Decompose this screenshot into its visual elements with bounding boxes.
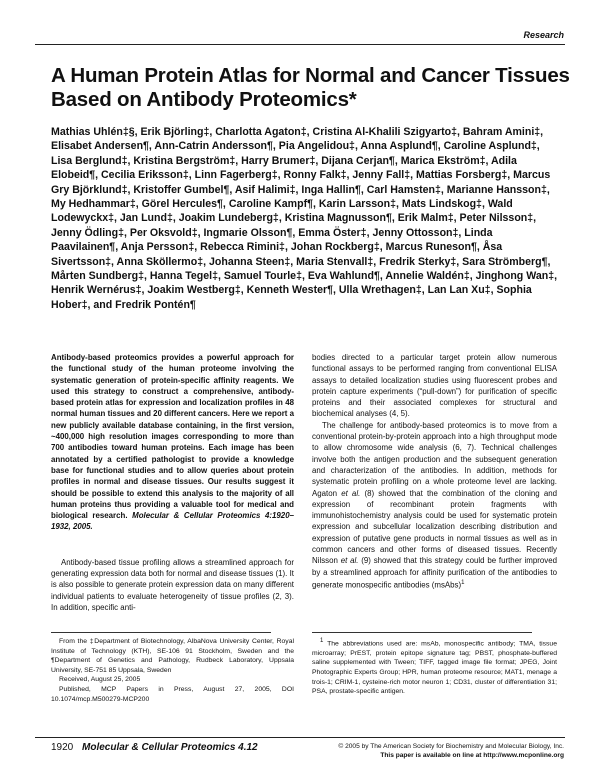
abstract bbox=[51, 352, 294, 533]
abbreviations-footnote: $^1$ The abbreviations used are: msAb, monospecific antibody; TMA, tissue microarray; PrEST, protein epitope signature tag; PBST, phosphate-buffered saline supplemented with Tween; TIFF, tagged image file format; JPEG, Joint Photographic Experts Group; HPR, human proteome resource; MAT1, menage a trois-1; CRIM-1, cysteine-rich motor neuron 1; CD31, cluster of differentiation 31; PSA, prostate-specific antigen. bbox=[312, 638, 557, 696]
copyright-block bbox=[338, 742, 564, 760]
section-label: Research bbox=[523, 30, 564, 40]
footnote-rule-right bbox=[312, 632, 532, 633]
left-column bbox=[51, 352, 294, 613]
footnote-rule-left bbox=[51, 632, 271, 633]
journal-name: Molecular & Cellular Proteomics 4.12 bbox=[82, 742, 258, 753]
header-rule bbox=[35, 44, 565, 45]
author-list: Mathias Uhlén‡§, Erik Björling‡, Charlotta Agaton‡, Cristina Al-Khalili Szigyarto‡, Bahram Amini‡, Elisabet Andersen¶, Ann-Catrin Andersson¶, Pia Angelidou‡, Anna Asplund¶, Caroline Asplund‡, Lisa Berglund‡, Kristina Bergström‡, Harry Brumer‡, Dijana Cerjan¶, Marica Ekström‡, Adila Elobeid¶, Cecilia Eriksson‡, Linn Fagerberg‡, Ronny Falk‡, Jenny Fall‡, Mattias Forsberg‡, Marcus Gry Björklund‡, Kristoffer Gumbel¶, Asif Halimi‡, Inga Hallin¶, Carl Hamsten‡, Marianne Hansson‡, My Hedhammar‡, Görel Hercules¶, Caroline Kampf¶, Karin Larsson‡, Mats Lindskog‡, Wald Lodewyckx‡, Jan Lund‡, Joakim Lundeberg‡, Kristina Magnusson¶, Erik Malm‡, Peter Nilsson‡, Jenny Ödling‡, Per Oksvold‡, Ingmarie Olsson¶, Emma Öster‡, Jenny Ottosson‡, Linda Paavilainen¶, Anja Persson‡, Rebecca Rimini‡, Johan Rockberg‡, Marcus Runeson¶, Åsa Sivertsson‡, Anna Sköllermo‡, Johanna Steen‡, Maria Stenvall‡, Fredrik Sterky‡, Sara Strömberg¶, Mårten Sundberg‡, Hanna Tegel‡, Samuel Tourle‡, Eva Wahlund¶, Annelie Waldén‡, Jinghong Wan‡, Henrik Wernérus‡, Joakim Westberg‡, Kenneth Wester¶, Ulla Wrethagen‡, Lan Lan Xu‡, Sophia Hober‡, and Fredrik Pontén¶ bbox=[51, 126, 558, 311]
intro-paragraph: Antibody-based tissue profiling allows a streamlined approach for generating expression data both for normal and disease tissues (1). It is also possible to generate protein expression data on many different individual patients to evaluate heterogeneity of tissue profiles (2, 3). In addition, specific anti- bbox=[51, 557, 294, 612]
footnote-ref: 1 bbox=[461, 579, 465, 586]
right-column bbox=[312, 352, 557, 591]
abstract-text: Antibody-based proteomics provides a powerful approach for the functional study of the human proteome involving the systematic generation of protein-specific affinity reagents. We used this strategy to construct a comprehensive, antibody-based protein atlas for expression and localization profiles in 48 normal human tissues and 20 different cancers. Here we report a new publicly available database containing, in the first version, ~400,000 high resolution images corresponding to more than 700 antibodies toward human proteins. Each image has been annotated by a certified pathologist to provide a knowledge base for functional studies and to allow queries about protein profiles in normal and disease tissues. Our results suggest it should be possible to extend this analysis to the majority of all human proteins thus providing a valuable tool for medical and biological research. bbox=[51, 353, 294, 521]
body-paragraph-2: The challenge for antibody-based proteomics is to move from a conventional protein-by-protein approach into a high throughput mode to allow chromosome wide analysis (6, 7). Technical challenges involve both the antigen production and the subsequent generation and characterization of the antibodies. In addition, methods for systematic protein profiling on a whole proteome level are lacking. Agaton et al. (8) showed that the combination of the cloning and expression of recombinant protein fragments with immunohistochemistry analysis could be used for systematic protein expression and subcellular localization describing distribution and expression of putative gene products in normal tissues as well as in common cancers and other forms of diseased tissues. Recently Nilsson et al. (9) showed that this strategy could be further improved by a streamlined approach for affinity purification of the antibodies to generate monospecific antibodies (msAbs)$^1$ bbox=[312, 420, 558, 590]
online-notice: This paper is available on line at http://www.mcponline.org bbox=[380, 752, 564, 759]
page-number: 1920 bbox=[51, 742, 74, 753]
citation: Molecular & Cellular Proteomics 4:1920–1932, 2005. bbox=[51, 511, 294, 532]
footer-rule bbox=[35, 737, 565, 738]
article-title: A Human Protein Atlas for Normal and Cancer Tissues Based on Antibody Proteomics* bbox=[51, 64, 570, 111]
copyright: © 2005 by The American Society for Biochemistry and Molecular Biology, Inc. bbox=[338, 743, 564, 750]
affiliation-footnote: From the ‡Department of Biotechnology, AlbaNova University Center, Royal Institute of Technology (KTH), SE-106 91 Stockholm, Sweden and the ¶Department of Genetics and Pathology, Rudbeck Laboratory, Uppsala University, SE-751 85 Uppsala, Sweden Received, August 25, 2005 Published, MCP Papers in Press, August 27, 2005, DOI 10.1074/mcp.M500279-MCP200 bbox=[51, 638, 294, 703]
body-paragraph-1: bodies directed to a particular target protein allow numerous functional assays to be performed ranging from conventional ELISA assays to detailed localization studies using fluorescent probes and protein capture experiments (“pull-down”) for purification of specific proteins and their associated complexes for structural and biochemical analyses (4, 5). bbox=[312, 353, 557, 419]
